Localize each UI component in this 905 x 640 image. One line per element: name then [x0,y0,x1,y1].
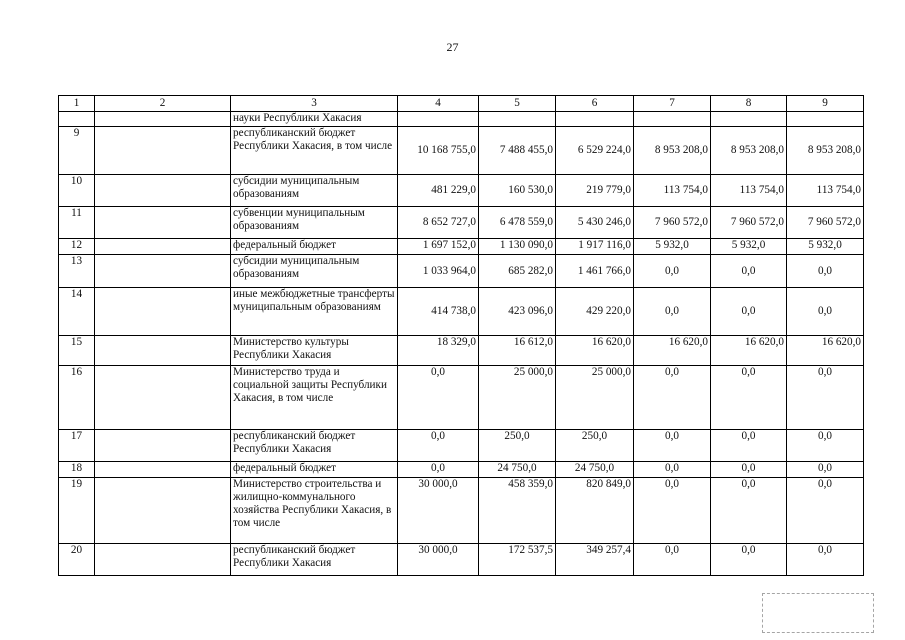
value-cell: 685 282,0 [479,255,556,288]
value-cell: 0,0 [787,430,864,462]
value-cell: 16 612,0 [479,336,556,366]
value-cell: 0,0 [711,255,787,288]
value-cell: 8 953 208,0 [634,127,711,175]
value-cell: 16 620,0 [711,336,787,366]
value-cell: 24 750,0 [479,462,556,478]
table-row [59,544,864,576]
row-number: 20 [59,544,95,576]
header-cell: 7 [634,96,711,112]
row-number: 18 [59,462,95,478]
header-row [59,96,864,112]
value-cell: 5 430 246,0 [556,207,634,239]
empty-cell [95,112,231,127]
value-cell: 1 697 152,0 [398,239,479,255]
value-cell: 160 530,0 [479,175,556,207]
value-cell: 0,0 [711,430,787,462]
header-cell: 8 [711,96,787,112]
table-row [59,430,864,462]
value-cell: 8 652 727,0 [398,207,479,239]
value-cell: 30 000,0 [398,544,479,576]
value-cell: 0,0 [634,255,711,288]
row-description: федеральный бюджет [231,462,398,478]
budget-table [58,95,864,576]
value-cell: 25 000,0 [556,366,634,430]
value-cell: 458 359,0 [479,478,556,544]
value-cell [634,112,711,127]
value-cell: 16 620,0 [556,336,634,366]
header-cell: 4 [398,96,479,112]
row-description: субсидии муниципальным образованиям [231,255,398,288]
header-cell: 9 [787,96,864,112]
row-number: 19 [59,478,95,544]
row-description: субвенции муниципальным образованиям [231,207,398,239]
table-row [59,207,864,239]
value-cell: 423 096,0 [479,288,556,336]
value-cell: 0,0 [787,255,864,288]
row-number: 11 [59,207,95,239]
value-cell: 5 932,0 [634,239,711,255]
row-description: федеральный бюджет [231,239,398,255]
value-cell: 0,0 [634,288,711,336]
row-description: республиканский бюджет Республики Хакасия [231,544,398,576]
empty-cell [95,127,231,175]
row-description: Министерство труда и социальной защиты Республики Хакасия, в том числе [231,366,398,430]
value-cell: 7 960 572,0 [787,207,864,239]
table-row [59,112,864,127]
row-number: 10 [59,175,95,207]
table-row [59,127,864,175]
value-cell: 1 917 116,0 [556,239,634,255]
value-cell: 172 537,5 [479,544,556,576]
value-cell: 820 849,0 [556,478,634,544]
empty-cell [95,175,231,207]
value-cell: 0,0 [711,462,787,478]
value-cell: 113 754,0 [787,175,864,207]
empty-cell [95,207,231,239]
header-cell: 2 [95,96,231,112]
row-number: 14 [59,288,95,336]
header-cell: 6 [556,96,634,112]
row-number: 17 [59,430,95,462]
value-cell: 414 738,0 [398,288,479,336]
value-cell: 481 229,0 [398,175,479,207]
value-cell [398,112,479,127]
value-cell: 0,0 [711,366,787,430]
table-row [59,366,864,430]
value-cell: 0,0 [398,462,479,478]
value-cell: 1 461 766,0 [556,255,634,288]
value-cell: 0,0 [634,544,711,576]
value-cell: 0,0 [787,462,864,478]
empty-cell [95,544,231,576]
empty-cell [95,239,231,255]
value-cell: 0,0 [634,430,711,462]
value-cell: 1 033 964,0 [398,255,479,288]
empty-cell [95,462,231,478]
value-cell: 0,0 [398,366,479,430]
value-cell: 25 000,0 [479,366,556,430]
value-cell: 8 953 208,0 [787,127,864,175]
row-number: 16 [59,366,95,430]
empty-cell [95,478,231,544]
value-cell: 5 932,0 [711,239,787,255]
value-cell: 16 620,0 [787,336,864,366]
value-cell: 30 000,0 [398,478,479,544]
value-cell: 0,0 [787,288,864,336]
table-row [59,239,864,255]
row-number: 15 [59,336,95,366]
value-cell: 7 488 455,0 [479,127,556,175]
page-number: 27 [446,40,459,54]
header-cell: 1 [59,96,95,112]
value-cell [556,112,634,127]
value-cell: 0,0 [787,366,864,430]
row-description: субсидии муниципальным образованиям [231,175,398,207]
value-cell: 24 750,0 [556,462,634,478]
value-cell: 7 960 572,0 [634,207,711,239]
value-cell: 0,0 [634,478,711,544]
row-description: иные межбюджетные трансферты муниципальным образованиям [231,288,398,336]
row-number: 13 [59,255,95,288]
row-number: 12 [59,239,95,255]
value-cell: 0,0 [787,544,864,576]
row-description: республиканский бюджет Республики Хакасия [231,430,398,462]
empty-cell [95,255,231,288]
empty-cell [95,288,231,336]
value-cell [787,112,864,127]
table-row [59,478,864,544]
header-cell: 3 [231,96,398,112]
value-cell: 0,0 [711,288,787,336]
official-stamp [762,593,874,633]
value-cell: 16 620,0 [634,336,711,366]
value-cell: 250,0 [479,430,556,462]
value-cell: 6 529 224,0 [556,127,634,175]
value-cell: 0,0 [398,430,479,462]
table-row [59,462,864,478]
value-cell: 113 754,0 [711,175,787,207]
value-cell [711,112,787,127]
value-cell: 429 220,0 [556,288,634,336]
value-cell [479,112,556,127]
row-description: республиканский бюджет Республики Хакасия, в том числе [231,127,398,175]
value-cell: 18 329,0 [398,336,479,366]
value-cell: 6 478 559,0 [479,207,556,239]
value-cell: 10 168 755,0 [398,127,479,175]
value-cell: 1 130 090,0 [479,239,556,255]
row-number [59,112,95,127]
table-row [59,175,864,207]
table-row [59,288,864,336]
row-description: Министерство культуры Республики Хакасия [231,336,398,366]
row-number: 9 [59,127,95,175]
value-cell: 0,0 [711,478,787,544]
value-cell: 113 754,0 [634,175,711,207]
value-cell: 250,0 [556,430,634,462]
value-cell: 7 960 572,0 [711,207,787,239]
empty-cell [95,336,231,366]
value-cell: 5 932,0 [787,239,864,255]
value-cell: 0,0 [634,366,711,430]
empty-cell [95,366,231,430]
header-cell: 5 [479,96,556,112]
row-description: науки Республики Хакасия [231,112,398,127]
table-row [59,336,864,366]
table-row [59,255,864,288]
empty-cell [95,430,231,462]
value-cell: 8 953 208,0 [711,127,787,175]
value-cell: 219 779,0 [556,175,634,207]
value-cell: 0,0 [787,478,864,544]
row-description: Министерство строительства и жилищно-коммунального хозяйства Республики Хакасия, в том числе [231,478,398,544]
value-cell: 0,0 [711,544,787,576]
value-cell: 349 257,4 [556,544,634,576]
value-cell: 0,0 [634,462,711,478]
